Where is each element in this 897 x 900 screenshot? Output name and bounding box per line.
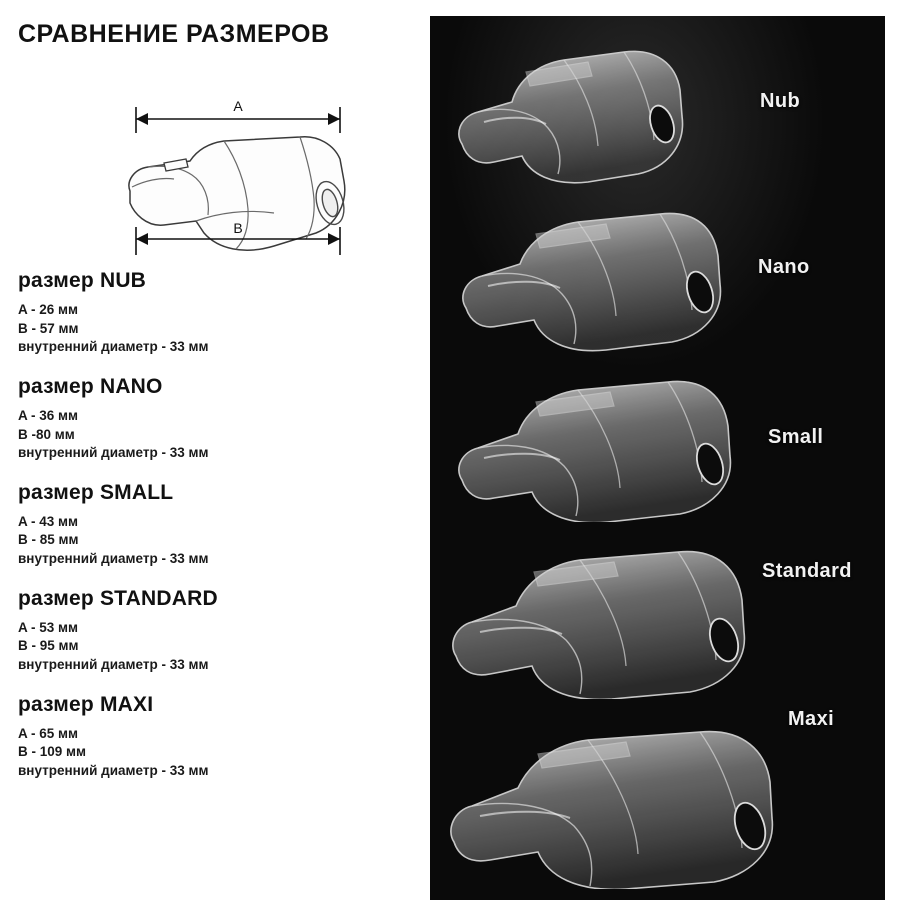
size-standard-a: A - 53 мм [18,619,78,635]
size-block-small [18,481,430,569]
cage-outline-drawing [68,63,398,263]
size-nano-a: A - 36 мм [18,407,78,423]
photo-label-nano: Nano [758,256,810,278]
size-block-standard [18,587,430,675]
size-block-nub [18,269,430,357]
size-maxi-inner-diameter: внутренний диаметр - 33 мм [18,762,209,778]
photo-label-standard: Standard [762,560,852,582]
cage-photo-standard [446,544,776,699]
size-standard-inner-diameter: внутренний диаметр - 33 мм [18,656,209,672]
size-maxi-a: A - 65 мм [18,725,78,741]
size-maxi-b: B - 109 мм [18,744,86,760]
size-block-maxi [18,693,430,781]
size-name-standard: размер STANDARD [18,586,218,610]
photo-label-maxi: Maxi [788,708,835,730]
size-name-nano: размер NANO [18,374,163,398]
cage-photo-nano [456,202,756,352]
photo-row-standard [430,534,885,699]
photo-row-small [430,364,885,524]
size-name-nub: размер NUB [18,269,147,292]
cage-photo-small [452,372,762,522]
size-nano-inner-diameter: внутренний диаметр - 33 мм [18,445,209,461]
cage-photo-nub [448,36,728,186]
size-small-a: A - 43 мм [18,513,78,529]
size-name-maxi: размер MAXI [18,692,154,716]
size-small-inner-diameter: внутренний диаметр - 33 мм [18,551,209,566]
size-nub-a: A - 26 мм [18,302,78,317]
size-name-small: размер SMALL [18,480,174,504]
size-block-nano [18,375,430,463]
size-nub-inner-diameter: внутренний диаметр - 33 мм [18,339,209,355]
photo-row-nub [430,28,885,188]
page-title: СРАВНЕНИЕ РАЗМЕРОВ [18,20,330,48]
size-list [18,269,430,780]
size-standard-b: B - 95 мм [18,638,79,654]
dimension-diagram [68,63,398,263]
size-small-b: B - 85 мм [18,532,79,548]
product-photo-panel [430,16,885,900]
photo-label-small: Small [768,426,824,448]
photo-label-nub: Nub [760,90,801,112]
size-nano-b: B -80 мм [18,426,75,442]
cage-photo-maxi [444,724,804,889]
photo-row-maxi [430,706,885,886]
dimension-label-a: A [233,98,243,114]
dimension-label-b: B [233,220,243,236]
specs-column [0,0,430,900]
size-nub-b: B - 57 мм [18,320,79,336]
photo-column [430,0,897,900]
photo-row-nano [430,194,885,354]
